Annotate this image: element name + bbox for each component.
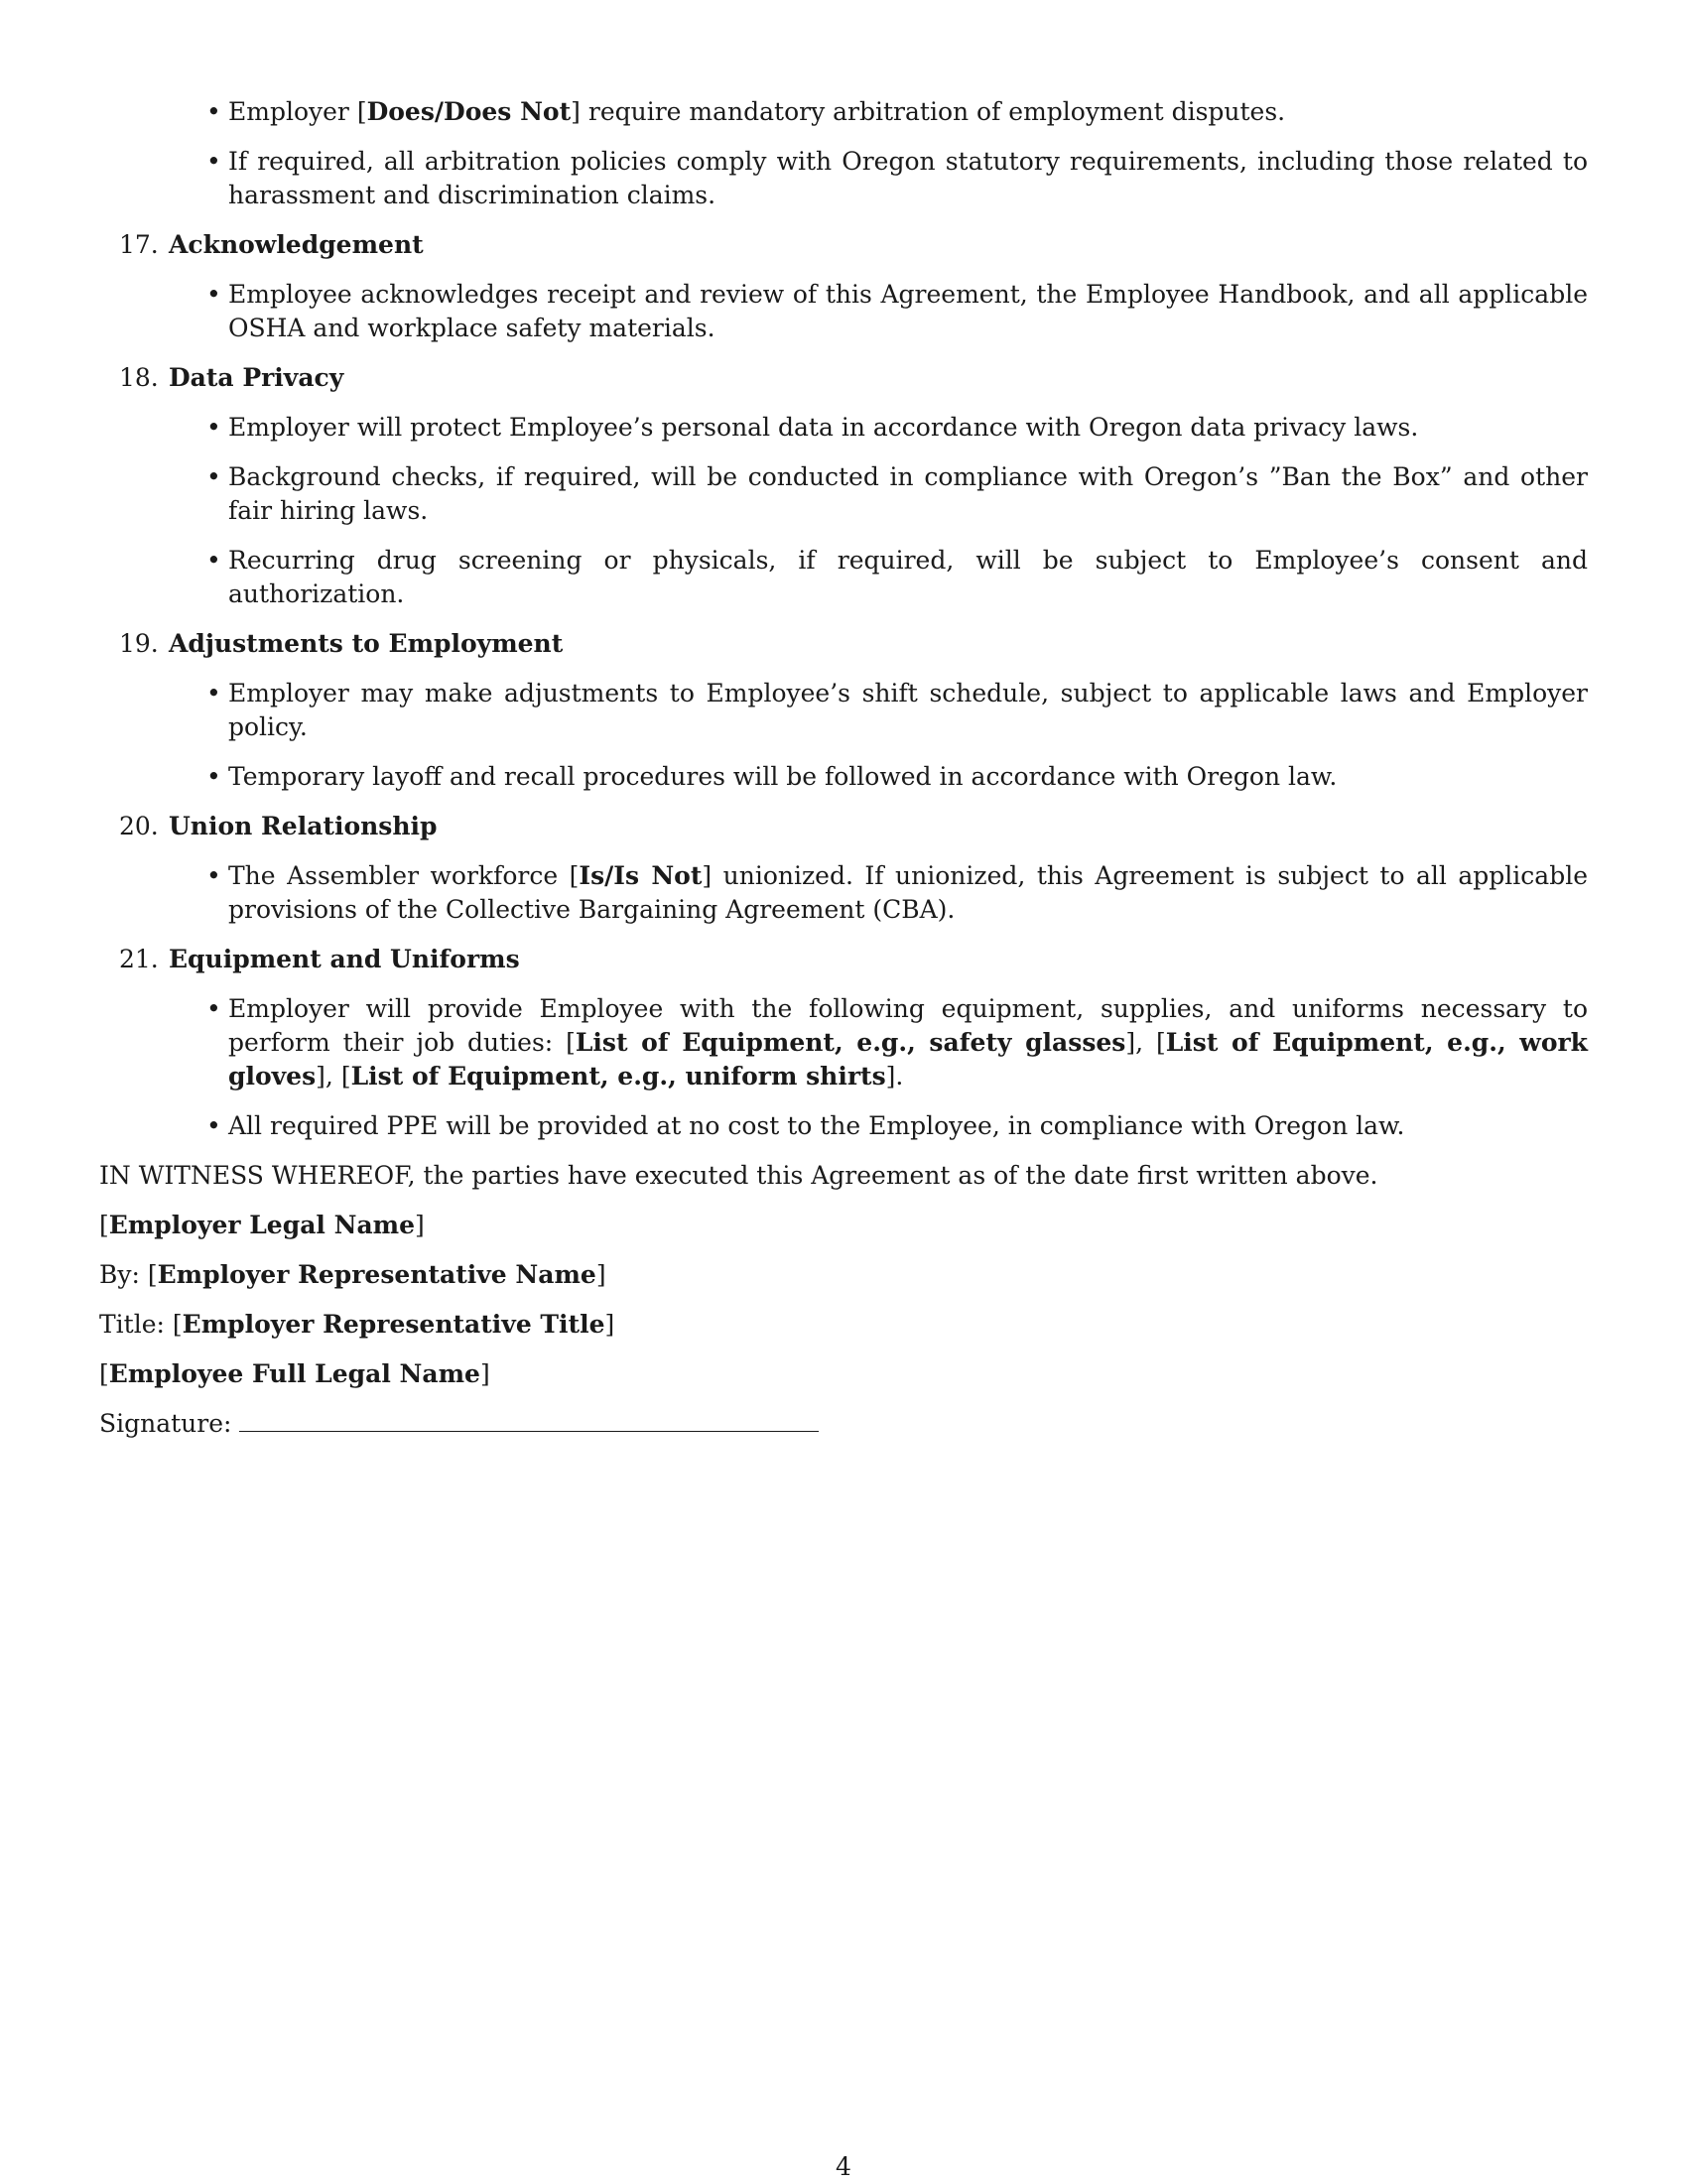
adjustments-bullet-list bbox=[99, 677, 1588, 794]
arbitration-bullet-list bbox=[99, 95, 1588, 212]
signature-line: Signature: bbox=[99, 1407, 1588, 1441]
section-heading-adjustments: 19. Adjustments to Employment bbox=[119, 629, 564, 658]
employer-name-line: [Employer Legal Name] bbox=[99, 1211, 425, 1239]
section-heading-data-privacy: 18. Data Privacy bbox=[119, 363, 344, 392]
list-item: • Employee acknowledges receipt and review of this Agreement, the Employee Handbook, and all applicable OSHA and workplace safety materials. bbox=[228, 278, 1588, 345]
page-number: 4 bbox=[836, 2152, 851, 2181]
list-item: • If required, all arbitration policies comply with Oregon statutory requirements, including those related to harassment and discrimination claims. bbox=[228, 145, 1588, 212]
witness-statement: IN WITNESS WHEREOF, the parties have executed this Agreement as of the date first written above. bbox=[99, 1161, 1378, 1190]
section-heading-acknowledgement: 17. Acknowledgement bbox=[119, 230, 424, 259]
list-item: • All required PPE will be provided at no cost to the Employee, in compliance with Oregon law. bbox=[228, 1109, 1588, 1143]
list-item: • Temporary layoff and recall procedures will be followed in accordance with Oregon law. bbox=[228, 760, 1588, 794]
title-line: Title: [Employer Representative Title] bbox=[99, 1310, 615, 1339]
employee-name-line: [Employee Full Legal Name] bbox=[99, 1359, 490, 1388]
list-item: • Background checks, if required, will be conducted in compliance with Oregon’s ”Ban the Box” and other fair hiring laws. bbox=[228, 460, 1588, 528]
list-item: • The Assembler workforce [Is/Is Not] unionized. If unionized, this Agreement is subject to all applicable provisions of the Collective Bargaining Agreement (CBA). bbox=[228, 859, 1588, 927]
data-privacy-bullet-list bbox=[99, 411, 1588, 611]
section-heading-equipment: 21. Equipment and Uniforms bbox=[119, 945, 520, 973]
document-page bbox=[99, 95, 1588, 1457]
acknowledgement-bullet-list bbox=[99, 278, 1588, 345]
list-item: • Employer will provide Employee with the following equipment, supplies, and uniforms necessary to perform their job duties: [List of Equipment, e.g., safety glasses], [List of Equipment, e.g., work gloves], [List of Equipment, e.g., uniform shirts]. bbox=[228, 992, 1588, 1093]
list-item: • Employer will protect Employee’s personal data in accordance with Oregon data privacy laws. bbox=[228, 411, 1588, 445]
list-item: • Employer [Does/Does Not] require mandatory arbitration of employment disputes. bbox=[228, 95, 1588, 129]
union-bullet-list bbox=[99, 859, 1588, 927]
equipment-bullet-list bbox=[99, 992, 1588, 1143]
list-item: • Employer may make adjustments to Employee’s shift schedule, subject to applicable laws and Employer policy. bbox=[228, 677, 1588, 744]
list-item: • Recurring drug screening or physicals, if required, will be subject to Employee’s consent and authorization. bbox=[228, 544, 1588, 611]
signature-blank[interactable] bbox=[239, 1409, 819, 1432]
section-heading-union: 20. Union Relationship bbox=[119, 812, 438, 840]
by-line: By: [Employer Representative Name] bbox=[99, 1260, 606, 1289]
